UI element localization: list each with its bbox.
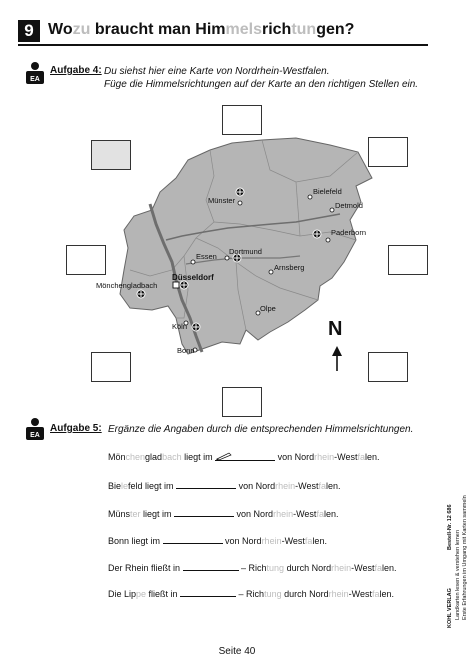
north-arrow bbox=[332, 346, 342, 371]
sentence-part: -West bbox=[295, 481, 319, 491]
answer-box-sw[interactable] bbox=[91, 352, 131, 382]
answer-blank[interactable] bbox=[183, 562, 239, 571]
sentence-part: len. bbox=[379, 589, 395, 599]
city-label: Essen bbox=[196, 252, 217, 261]
pencil-icon bbox=[215, 452, 233, 460]
answer-box-s[interactable] bbox=[222, 387, 262, 417]
sentence-part: von Nord bbox=[234, 509, 274, 519]
admin-seat-icon bbox=[137, 290, 145, 298]
sentence-part: bach bbox=[162, 452, 182, 462]
sentence-part: liegt im bbox=[140, 509, 175, 519]
answer-blank[interactable] bbox=[180, 588, 236, 597]
sentence-part: rhein bbox=[275, 481, 296, 491]
sentence-part: durch Nord bbox=[281, 589, 329, 599]
title-part: rich bbox=[261, 21, 292, 38]
capital-marker bbox=[173, 282, 179, 288]
side-line2: Erste Erfahrungen im Umgang mit Karten sammeln bbox=[462, 495, 468, 620]
answer-box-ne[interactable] bbox=[368, 137, 408, 167]
title-part: mels bbox=[225, 21, 262, 38]
admin-seat-icon bbox=[236, 188, 244, 196]
sentence-part: len. bbox=[312, 536, 327, 546]
sentence-part: von Nord bbox=[236, 481, 276, 491]
answer-box-nw[interactable] bbox=[91, 140, 131, 170]
city-marker bbox=[191, 260, 195, 264]
icon-text: EA bbox=[30, 432, 40, 439]
chapter-number: 9 bbox=[18, 20, 40, 42]
city-label: Köln bbox=[172, 322, 188, 331]
sentence-part: -West bbox=[281, 536, 305, 546]
sentence-part: durch Nord bbox=[284, 563, 332, 573]
city-label: Olpe bbox=[260, 304, 276, 313]
sentence-part: -West bbox=[348, 589, 372, 599]
sentence-part: – Rich bbox=[238, 563, 267, 573]
north-letter: N bbox=[328, 318, 343, 340]
task5-instruction: Ergänze die Angaben durch die entsprechenden Himmelsrichtungen. bbox=[108, 424, 414, 435]
sentence-part: fa bbox=[371, 589, 380, 599]
city-label: Münster bbox=[208, 196, 236, 205]
admin-seat-icon bbox=[313, 230, 321, 238]
sentence-part: fa bbox=[374, 563, 382, 573]
page-number: Seite 40 bbox=[218, 646, 256, 657]
answer-box-w[interactable] bbox=[66, 245, 106, 275]
city-label: Dortmund bbox=[229, 247, 262, 256]
sentence-part: fa bbox=[357, 452, 366, 462]
sentence-part: glad bbox=[145, 452, 163, 462]
sentence-part: tung bbox=[264, 589, 282, 599]
sentence-part: len. bbox=[325, 481, 341, 491]
sentence-part: -West bbox=[334, 452, 358, 462]
sentence-part: rhein bbox=[331, 563, 352, 573]
task5-label: Aufgabe 5: bbox=[50, 423, 102, 434]
sentence-part: Die Lip bbox=[108, 589, 137, 599]
sentence-part: len. bbox=[381, 563, 397, 573]
sentence-part: -West bbox=[293, 509, 317, 519]
sentence-part: rhein bbox=[273, 509, 294, 519]
city-marker bbox=[269, 270, 273, 274]
sentence-part: Mön bbox=[108, 452, 126, 462]
task4-line2: Füge die Himmelsrichtungen auf der Karte an den richtigen Stellen ein. bbox=[104, 79, 419, 90]
sentence-5 bbox=[108, 562, 397, 573]
sentence-part: fließt in bbox=[146, 589, 181, 599]
task4-line1: Du siehst hier eine Karte von Nordrhein-Westfalen. bbox=[104, 66, 330, 77]
task4-label: Aufgabe 4: bbox=[50, 65, 102, 76]
publisher-name: KOHL VERLAG bbox=[447, 588, 453, 628]
admin-seat-icon bbox=[180, 281, 188, 289]
answer-blank[interactable] bbox=[176, 480, 236, 489]
sentence-part: feld liegt im bbox=[128, 481, 177, 491]
sentence-part: tung bbox=[266, 563, 285, 573]
answer-box-n[interactable] bbox=[222, 105, 262, 135]
sentence-4 bbox=[108, 535, 327, 546]
answer-box-se[interactable] bbox=[368, 352, 408, 382]
sentence-part: Müns bbox=[108, 509, 131, 519]
city-label: Bonn bbox=[177, 346, 195, 355]
sentence-2 bbox=[108, 480, 340, 491]
sentence-part: fa bbox=[304, 536, 313, 546]
city-marker bbox=[238, 201, 242, 205]
order-number: Bestell-Nr. 12 686 bbox=[447, 504, 453, 550]
title-part: tun bbox=[291, 21, 317, 38]
sentence-part: liegt im bbox=[181, 452, 216, 462]
title-part: zu bbox=[72, 21, 91, 38]
sentence-part: chen bbox=[125, 452, 146, 462]
sentence-part: rhein bbox=[261, 536, 282, 546]
city-marker bbox=[326, 238, 330, 242]
sentence-part: ter bbox=[130, 509, 141, 519]
city-marker bbox=[330, 208, 334, 212]
sentence-part: – Rich bbox=[236, 589, 265, 599]
sentence-part: fa bbox=[316, 509, 324, 519]
answer-blank[interactable] bbox=[215, 452, 275, 461]
side-line1: Landkarten lesen & verstehen lernen bbox=[455, 530, 461, 620]
title-part: braucht man Him bbox=[90, 21, 226, 38]
city-label: Bielefeld bbox=[313, 187, 342, 196]
city-label: Mönchengladbach bbox=[96, 281, 158, 290]
city-label-capital: Düsseldorf bbox=[172, 273, 214, 282]
icon-text: EA bbox=[30, 76, 40, 83]
sentence-part: von Nord bbox=[222, 536, 262, 546]
city-label: Arnsberg bbox=[274, 263, 305, 272]
city-label: Detmold bbox=[335, 201, 363, 210]
sentence-3 bbox=[108, 508, 338, 519]
sentence-1 bbox=[108, 452, 380, 462]
sentence-part: Bonn liegt im bbox=[108, 536, 163, 546]
sentence-6 bbox=[108, 588, 394, 599]
sentence-part: fa bbox=[318, 481, 326, 491]
sentence-part: rhein bbox=[314, 452, 335, 462]
city-marker bbox=[225, 256, 229, 260]
sentence-part: len. bbox=[323, 509, 339, 519]
sentence-part: von Nord bbox=[275, 452, 315, 462]
answer-blank[interactable] bbox=[174, 508, 234, 517]
answer-blank[interactable] bbox=[163, 535, 223, 544]
sentence-part: le bbox=[121, 481, 129, 491]
individual-work-icon bbox=[24, 418, 46, 444]
title-part: gen? bbox=[316, 21, 355, 38]
admin-seat-icon bbox=[192, 323, 200, 331]
sentence-part: -West bbox=[351, 563, 375, 573]
sentence-part: pe bbox=[136, 589, 147, 599]
city-marker bbox=[308, 195, 312, 199]
title-part: Wo bbox=[48, 21, 73, 38]
city-label: Paderborn bbox=[331, 228, 367, 237]
answer-box-e[interactable] bbox=[388, 245, 428, 275]
sentence-part: rhein bbox=[328, 589, 349, 599]
sentence-part: Der Rhein fließt in bbox=[108, 563, 183, 573]
sentence-part: len. bbox=[365, 452, 380, 462]
sentence-part: Bie bbox=[108, 481, 122, 491]
